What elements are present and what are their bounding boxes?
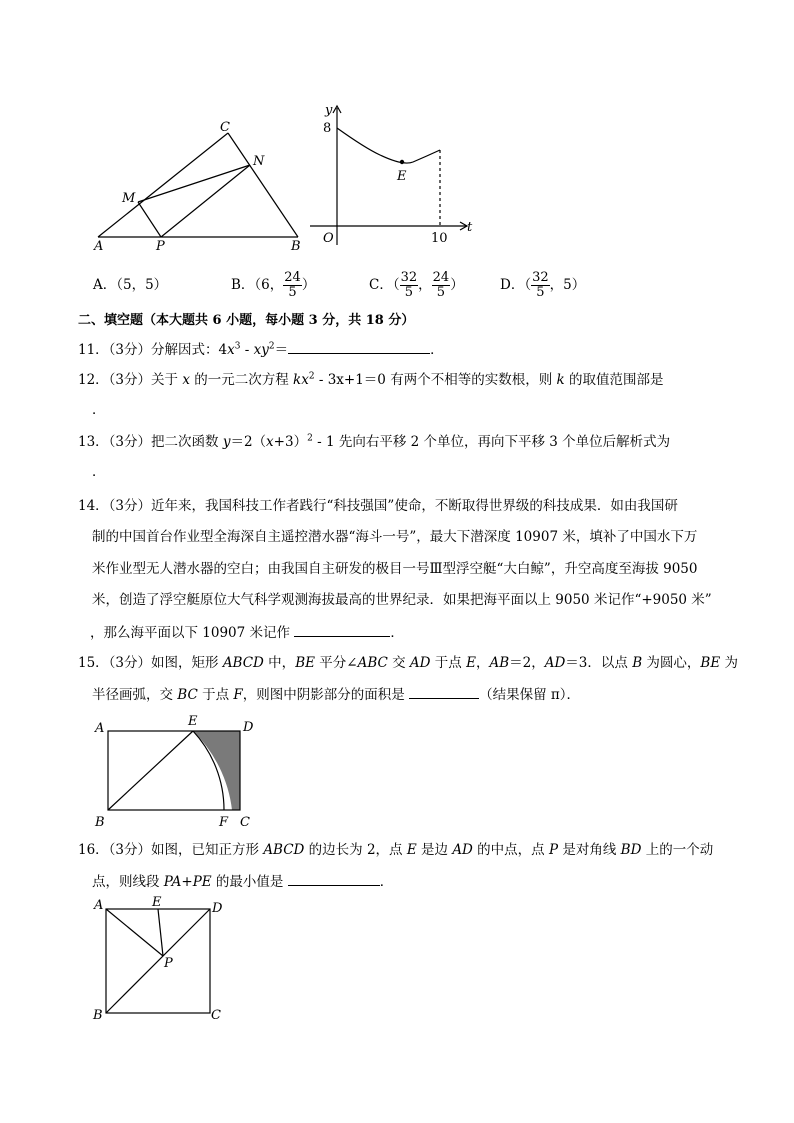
denominator: 5	[536, 285, 545, 300]
var-xy: xy	[253, 342, 269, 358]
q15-text: ＝3．以点	[565, 655, 633, 671]
answer-blank[interactable]	[294, 622, 390, 637]
fraction-32-5	[400, 271, 419, 300]
var: PA+PE	[163, 874, 212, 890]
var-kx: kx	[293, 372, 309, 388]
question-16-line-2	[92, 871, 393, 892]
question-14-line-4: 米，创造了浮空艇原位大气科学观测海拔最高的世界纪录．如果把海平面以上 9050 米记作“+9050 米”	[92, 592, 712, 608]
q13-line2: ．	[92, 464, 106, 480]
label-E: E	[397, 169, 407, 184]
label-A: A	[95, 721, 105, 736]
denominator: 5	[436, 285, 446, 300]
question-14-line-5	[90, 622, 404, 643]
question-14-line-1: 14．（3分）近年来，我国科技工作者践行“科技强国”使命，不断取得世界级的科技成果．如由我国研	[78, 498, 678, 514]
label-t-axis: t	[467, 220, 473, 235]
label-C: C	[220, 120, 230, 135]
q15-text: 为	[720, 655, 738, 671]
exponent: 3	[234, 341, 241, 352]
q13-text: +3）	[273, 434, 308, 450]
q11-prefix: 11．（3分）分解因式：4	[78, 342, 228, 358]
numerator: 32	[400, 270, 418, 285]
numerator: 24	[284, 270, 301, 285]
question-14-line-2: 制的中国首台作业型全海深自主遥控潜水器“海斗一号”，最大下潜深度 10907 米，填补了中国水下万	[92, 529, 698, 545]
q15-text: 于点	[430, 655, 467, 671]
label-D: D	[212, 901, 223, 916]
var: AD	[544, 655, 566, 671]
rectangle-arc-figure	[90, 712, 260, 830]
var: AB	[489, 655, 510, 671]
question-12	[78, 370, 663, 390]
var: E	[406, 842, 417, 858]
period: ．	[430, 342, 444, 358]
var: B	[632, 655, 643, 671]
label-B: B	[291, 239, 301, 254]
function-graph-figure	[305, 100, 480, 250]
question-14-line-3: 米作业型无人潜水器的空白；由我国自主研发的极目一号Ⅲ型浮空艇“大白鲸”，升空高度至海拔 9050	[92, 561, 698, 577]
var-y: y	[222, 434, 231, 450]
label-P: P	[164, 956, 173, 971]
var: AD	[452, 842, 473, 858]
q12-line2: ．	[92, 402, 106, 418]
period: ．	[379, 874, 394, 890]
var: F	[233, 687, 243, 703]
fraction-24-5	[432, 271, 451, 300]
q12-text: - 3x+1＝0 有两个不相等的实数根，则	[314, 372, 557, 388]
denominator: 5	[288, 285, 297, 300]
label-y-tick-8: 8	[323, 121, 332, 136]
q12-text: 的一元二次方程	[189, 372, 294, 388]
q15-text: 平分∠	[314, 655, 358, 671]
option-d-suffix: ，5）	[549, 277, 586, 293]
option-c-prefix: C．（	[369, 277, 400, 293]
q15-text: （结果保留 π）．	[479, 687, 580, 703]
q15-text: 交	[387, 655, 410, 671]
q12-text: 的取值范围部是	[564, 372, 664, 388]
q14-text: ，那么海平面以下 10907 米记作	[90, 625, 295, 641]
q15-text: 中，	[263, 655, 296, 671]
answer-blank[interactable]	[409, 684, 479, 699]
question-15-line-2	[92, 684, 580, 705]
q13-text: ＝2（	[230, 434, 267, 450]
var: BC	[177, 687, 198, 703]
question-13	[78, 432, 670, 452]
fraction-32-5	[531, 271, 550, 300]
exponent: 2	[308, 371, 315, 382]
label-A: A	[94, 898, 104, 913]
var-x: x	[227, 342, 235, 358]
question-15-line-1	[78, 653, 738, 673]
option-d-prefix: D．（	[500, 277, 532, 293]
exponent: 2	[307, 433, 313, 444]
section-2-title: 二、填空题（本大题共 6 小题，每小题 3 分，共 18 分）	[78, 313, 415, 328]
q10-options	[93, 267, 586, 303]
var: ABC	[357, 655, 388, 671]
q15-text: 半径画弧，交	[92, 687, 178, 703]
q15-text: ，	[475, 655, 490, 671]
label-M: M	[122, 191, 136, 206]
q13-prefix: 13．（3分）把二次函数	[78, 434, 223, 450]
var: E	[466, 655, 476, 671]
fraction-24-5	[283, 271, 302, 300]
var: BE	[295, 655, 315, 671]
q16-text: 16．（3分）如图，已知正方形	[78, 842, 264, 858]
q13-text: - 1 先向右平移 2 个单位，再向下平移 3 个单位后解析式为	[312, 434, 671, 450]
equals: ＝	[274, 342, 289, 358]
q12-prefix: 12．（3分）关于	[78, 372, 183, 388]
label-E: E	[152, 895, 162, 910]
var: ABCD	[263, 842, 305, 858]
q16-text: 是边	[416, 842, 453, 858]
answer-blank[interactable]	[288, 871, 380, 886]
var-x: x	[266, 434, 274, 450]
numerator: 32	[532, 270, 549, 285]
q15-text: 为圆心，	[642, 655, 701, 671]
denominator: 5	[404, 285, 413, 300]
var: P	[548, 842, 559, 858]
option-b-suffix: ）	[301, 277, 316, 293]
option-a[interactable]: A．（5，5）	[93, 277, 168, 293]
label-x-tick-10: 10	[431, 231, 448, 246]
label-P: P	[156, 239, 165, 254]
label-F: F	[219, 815, 229, 830]
option-c-suffix: ）	[450, 277, 464, 293]
question-16-line-1	[78, 840, 713, 860]
label-D: D	[243, 720, 254, 735]
option-b[interactable]	[231, 267, 315, 303]
question-11	[78, 339, 444, 360]
q15-text: 15．（3分）如图，矩形	[78, 655, 223, 671]
q15-text: ＝2，	[509, 655, 545, 671]
q16-text: 是对角线	[558, 842, 621, 858]
label-E: E	[188, 714, 198, 729]
var: AD	[409, 655, 431, 671]
triangle-figure	[80, 105, 310, 255]
q16-text: 的最小值是	[211, 874, 288, 890]
square-figure	[88, 895, 228, 1025]
label-O: O	[323, 231, 334, 246]
label-C: C	[240, 815, 250, 830]
label-B: B	[95, 815, 105, 830]
q15-text: 于点	[197, 687, 234, 703]
q16-text: 上的一个动	[641, 842, 714, 858]
answer-blank[interactable]	[288, 339, 430, 354]
option-b-prefix: B．（6，	[231, 277, 284, 293]
var: BD	[620, 842, 642, 858]
label-N: N	[253, 154, 265, 169]
option-c[interactable]	[369, 267, 464, 303]
var-x: x	[182, 372, 190, 388]
comma: ，	[418, 277, 432, 293]
q16-text: 的边长为 2，点	[304, 842, 407, 858]
label-C: C	[211, 1008, 221, 1023]
var-k: k	[556, 372, 565, 388]
label-B: B	[93, 1008, 103, 1023]
label-y-axis: y	[325, 103, 333, 118]
q16-text: 的中点，点	[472, 842, 549, 858]
var: ABCD	[222, 655, 264, 671]
option-d[interactable]	[500, 267, 585, 303]
q11-minus: -	[240, 342, 254, 358]
period: ．	[390, 625, 404, 641]
exponent: 2	[268, 341, 275, 352]
q15-text: ，则图中阴影部分的面积是	[242, 687, 410, 703]
var: BE	[700, 655, 721, 671]
q16-text: 点，则线段	[92, 874, 164, 890]
numerator: 24	[432, 270, 450, 285]
label-A: A	[94, 239, 104, 254]
